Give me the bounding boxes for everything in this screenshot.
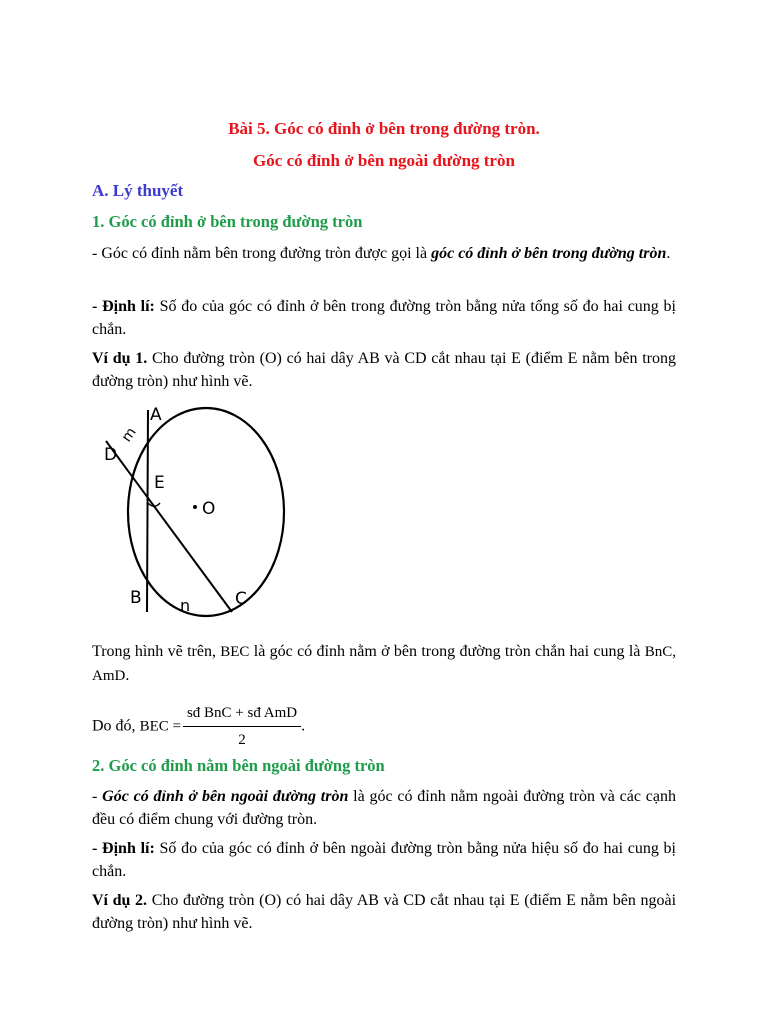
label-c: C [235,589,247,609]
theorem-label: - Định lí: [92,298,155,315]
definition-prefix: - Góc có đỉnh nằm bên trong đường tròn được gọi là [92,245,432,262]
label-d: D [104,445,118,465]
circle-diagram [92,398,302,620]
definition-term: góc có đỉnh ở bên trong đường tròn [431,245,667,262]
label-b: B [130,588,142,608]
example-2-text: Cho đường tròn (O) có hai dây AB và CD cắt nhau tại E (điểm E nằm bên ngoài đường tròn) như hình vẽ. [92,892,677,932]
explain-prefix: Trong hình vẽ trên, [92,643,221,660]
label-o: O [202,499,216,519]
label-a: A [150,405,162,425]
section-2-heading: 2. Góc có đỉnh nằm bên ngoài đường tròn [92,756,385,775]
example-1-formula [92,702,676,752]
section-1-theorem [92,295,676,341]
formula-suffix: . [301,717,306,735]
formula-prefix: Do đó, [92,717,140,735]
explain-arcs: BnC, AmD [92,644,676,684]
section-1-heading: 1. Góc có đỉnh ở bên trong đường tròn [92,212,363,231]
example-1-text: Cho đường tròn (O) có hai dây AB và CD cắt nhau tại E (điểm E nằm bên trong đường tròn) như hình vẽ. [92,350,677,390]
theorem-text: Số đo của góc có đỉnh ở bên trong đường tròn bằng nửa tổng số đo hai cung bị chắn. [92,298,676,338]
section-2-theorem [92,837,676,883]
theorem-2-text: Số đo của góc có đỉnh ở bên ngoài đường tròn bằng nửa hiệu số đo hai cung bị chắn. [92,840,677,880]
explain-mid: là góc có đỉnh nằm ở bên trong đường tròn chắn hai cung là [249,643,645,660]
definition-2-text: là góc có đỉnh nằm ngoài đường tròn và các cạnh đều có điểm chung với đường tròn. [92,788,676,828]
center-dot [193,505,197,509]
title-line-1: Bài 5. Góc có đỉnh ở bên trong đường tròn. [228,119,540,138]
formula-lhs: BEC = [139,718,181,735]
formula-numerator: sđ BnC + sđ AmD [183,702,301,727]
definition-2-dash: - [92,788,103,805]
label-e: E [154,473,165,493]
definition-suffix: . [666,245,671,262]
definition-2-term: Góc có đỉnh ở bên ngoài đường tròn [102,788,349,805]
circle-figure [92,398,302,625]
explain-suffix: . [125,667,130,684]
example-2-label: Ví dụ 2. [92,892,148,909]
chord-ab [147,410,148,612]
example-1 [92,347,676,393]
example-1-label: Ví dụ 1. [92,350,148,367]
label-m: m [118,424,140,446]
formula-fraction [183,702,301,752]
label-n: n [180,596,191,615]
section-a-heading: A. Lý thuyết [92,181,184,200]
explain-angle: BEC [220,644,250,660]
example-2 [92,889,676,935]
chord-dc [106,441,232,612]
section-1-definition [92,242,676,265]
theorem-2-label: - Định lí: [92,840,155,857]
title-line-2: Góc có đỉnh ở bên ngoài đường tròn [253,151,515,170]
example-1-explanation [92,640,676,688]
formula-denominator: 2 [238,732,246,748]
section-2-definition [92,785,676,831]
